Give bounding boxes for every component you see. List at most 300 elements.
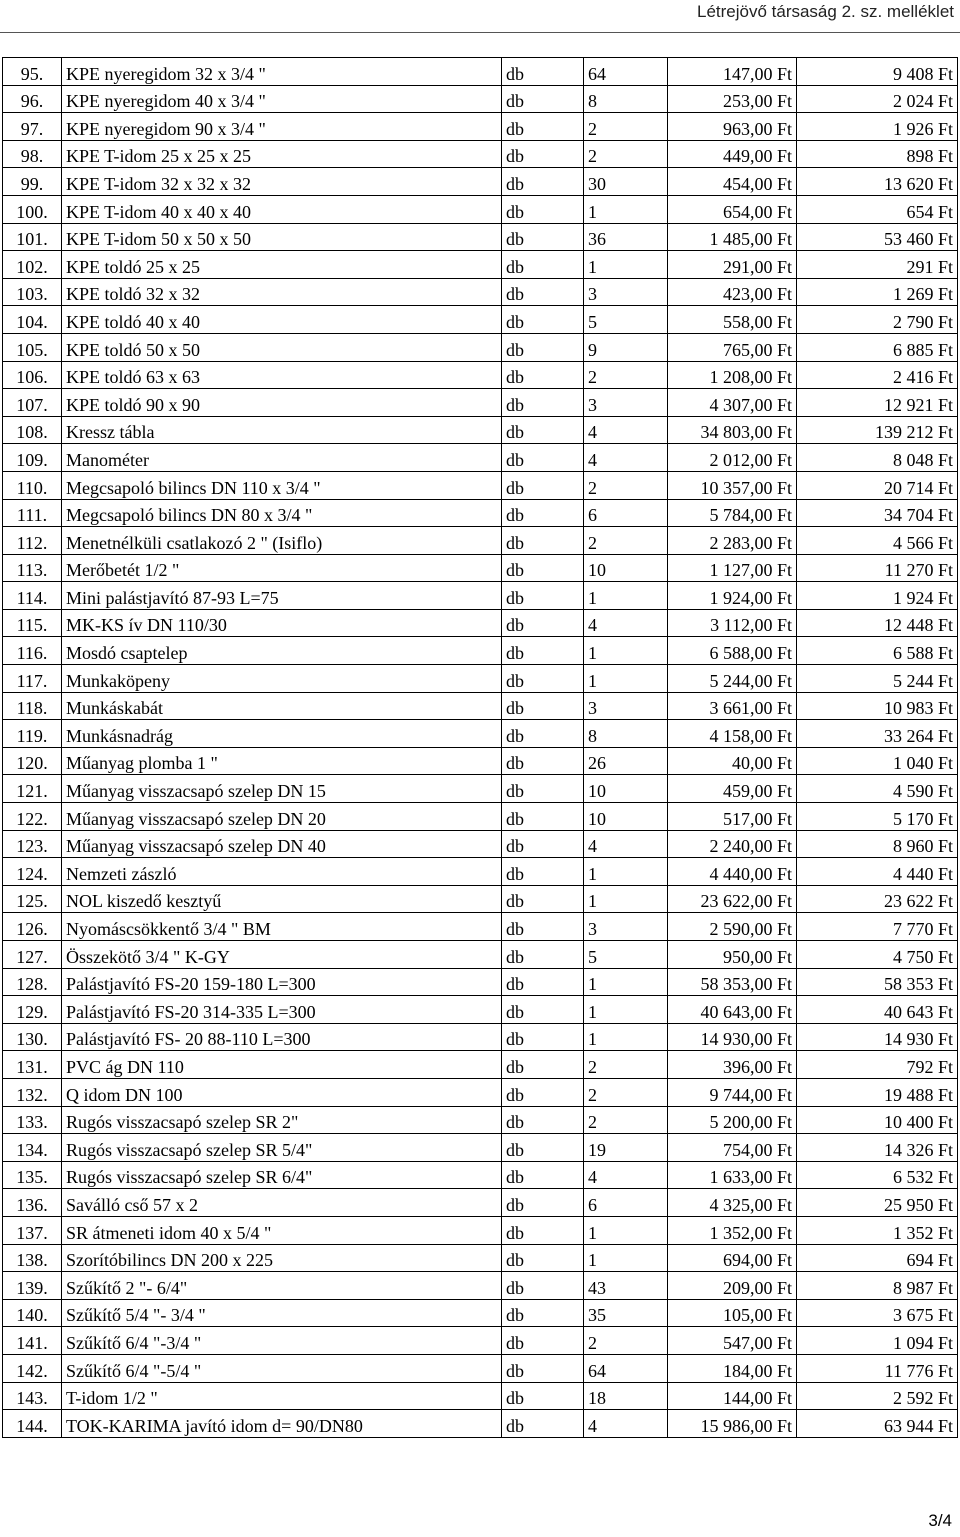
item-number: 143. bbox=[3, 1382, 62, 1410]
item-unit-price: 2 240,00 Ft bbox=[668, 830, 797, 858]
item-unit-price: 963,00 Ft bbox=[668, 113, 797, 141]
item-unit-price: 6 588,00 Ft bbox=[668, 637, 797, 665]
item-quantity: 6 bbox=[584, 1189, 668, 1217]
item-total: 1 269 Ft bbox=[797, 278, 958, 306]
table-row bbox=[3, 1272, 958, 1300]
table-row bbox=[3, 444, 958, 472]
item-quantity: 4 bbox=[584, 444, 668, 472]
item-unit-price: 1 208,00 Ft bbox=[668, 361, 797, 389]
item-unit: db bbox=[502, 803, 584, 831]
item-unit: db bbox=[502, 1078, 584, 1106]
table-row bbox=[3, 1327, 958, 1355]
item-number: 126. bbox=[3, 913, 62, 941]
item-name: KPE T-idom 50 x 50 x 50 bbox=[62, 223, 502, 251]
item-quantity: 1 bbox=[584, 885, 668, 913]
item-unit: db bbox=[502, 885, 584, 913]
item-unit-price: 5 200,00 Ft bbox=[668, 1106, 797, 1134]
item-name: KPE nyeregidom 32 x 3/4 " bbox=[62, 58, 502, 86]
item-total: 6 532 Ft bbox=[797, 1161, 958, 1189]
table-row bbox=[3, 996, 958, 1024]
item-name: SR átmeneti idom 40 x 5/4 " bbox=[62, 1216, 502, 1244]
item-unit: db bbox=[502, 223, 584, 251]
item-total: 6 588 Ft bbox=[797, 637, 958, 665]
table-row bbox=[3, 637, 958, 665]
item-total: 7 770 Ft bbox=[797, 913, 958, 941]
item-total: 19 488 Ft bbox=[797, 1078, 958, 1106]
item-number: 137. bbox=[3, 1216, 62, 1244]
item-number: 129. bbox=[3, 996, 62, 1024]
item-number: 134. bbox=[3, 1134, 62, 1162]
item-unit: db bbox=[502, 1189, 584, 1217]
table-row bbox=[3, 389, 958, 417]
item-quantity: 2 bbox=[584, 1106, 668, 1134]
item-number: 118. bbox=[3, 692, 62, 720]
item-name: Szűkítő 6/4 "-5/4 " bbox=[62, 1354, 502, 1382]
item-unit: db bbox=[502, 858, 584, 886]
item-quantity: 2 bbox=[584, 1078, 668, 1106]
item-total: 12 448 Ft bbox=[797, 609, 958, 637]
item-number: 112. bbox=[3, 527, 62, 555]
item-unit-price: 2 012,00 Ft bbox=[668, 444, 797, 472]
table-row bbox=[3, 471, 958, 499]
item-unit-price: 517,00 Ft bbox=[668, 803, 797, 831]
table-row bbox=[3, 85, 958, 113]
item-name: TOK-KARIMA javító idom d= 90/DN80 bbox=[62, 1410, 502, 1438]
item-number: 101. bbox=[3, 223, 62, 251]
item-quantity: 8 bbox=[584, 720, 668, 748]
item-unit-price: 765,00 Ft bbox=[668, 333, 797, 361]
item-name: MK-KS ív DN 110/30 bbox=[62, 609, 502, 637]
item-quantity: 4 bbox=[584, 416, 668, 444]
item-unit: db bbox=[502, 637, 584, 665]
item-unit: db bbox=[502, 1354, 584, 1382]
item-number: 95. bbox=[3, 58, 62, 86]
item-total: 6 885 Ft bbox=[797, 333, 958, 361]
item-total: 1 926 Ft bbox=[797, 113, 958, 141]
item-name: Munkáskabát bbox=[62, 692, 502, 720]
item-number: 125. bbox=[3, 885, 62, 913]
item-number: 103. bbox=[3, 278, 62, 306]
item-number: 133. bbox=[3, 1106, 62, 1134]
item-number: 109. bbox=[3, 444, 62, 472]
item-unit: db bbox=[502, 527, 584, 555]
item-name: Merőbetét 1/2 " bbox=[62, 554, 502, 582]
item-unit: db bbox=[502, 830, 584, 858]
item-name: KPE nyeregidom 40 x 3/4 " bbox=[62, 85, 502, 113]
item-quantity: 10 bbox=[584, 803, 668, 831]
item-unit: db bbox=[502, 720, 584, 748]
item-total: 4 440 Ft bbox=[797, 858, 958, 886]
item-total: 8 987 Ft bbox=[797, 1272, 958, 1300]
item-name: Munkaköpeny bbox=[62, 665, 502, 693]
item-quantity: 2 bbox=[584, 140, 668, 168]
table-row bbox=[3, 168, 958, 196]
item-total: 11 270 Ft bbox=[797, 554, 958, 582]
table-row bbox=[3, 1216, 958, 1244]
item-unit-price: 4 325,00 Ft bbox=[668, 1189, 797, 1217]
item-name: Mosdó csaptelep bbox=[62, 637, 502, 665]
table-row bbox=[3, 775, 958, 803]
item-unit: db bbox=[502, 1106, 584, 1134]
item-total: 58 353 Ft bbox=[797, 968, 958, 996]
table-row bbox=[3, 1161, 958, 1189]
item-unit: db bbox=[502, 195, 584, 223]
item-unit: db bbox=[502, 582, 584, 610]
item-total: 3 675 Ft bbox=[797, 1299, 958, 1327]
table-row bbox=[3, 1189, 958, 1217]
item-quantity: 1 bbox=[584, 1216, 668, 1244]
item-quantity: 1 bbox=[584, 968, 668, 996]
item-number: 96. bbox=[3, 85, 62, 113]
item-name: Szűkítő 6/4 "-3/4 " bbox=[62, 1327, 502, 1355]
item-unit: db bbox=[502, 554, 584, 582]
table-row bbox=[3, 885, 958, 913]
item-name: PVC ág DN 110 bbox=[62, 1051, 502, 1079]
item-unit: db bbox=[502, 1272, 584, 1300]
item-quantity: 18 bbox=[584, 1382, 668, 1410]
item-number: 100. bbox=[3, 195, 62, 223]
item-number: 119. bbox=[3, 720, 62, 748]
table-row bbox=[3, 361, 958, 389]
item-unit: db bbox=[502, 941, 584, 969]
table-row bbox=[3, 747, 958, 775]
item-number: 106. bbox=[3, 361, 62, 389]
item-unit-price: 40,00 Ft bbox=[668, 747, 797, 775]
item-name: Palástjavító FS-20 159-180 L=300 bbox=[62, 968, 502, 996]
item-quantity: 26 bbox=[584, 747, 668, 775]
item-number: 132. bbox=[3, 1078, 62, 1106]
item-quantity: 30 bbox=[584, 168, 668, 196]
item-unit: db bbox=[502, 333, 584, 361]
item-name: Rugós visszacsapó szelep SR 6/4" bbox=[62, 1161, 502, 1189]
item-quantity: 3 bbox=[584, 913, 668, 941]
item-number: 105. bbox=[3, 333, 62, 361]
item-number: 117. bbox=[3, 665, 62, 693]
item-total: 53 460 Ft bbox=[797, 223, 958, 251]
item-name: Q idom DN 100 bbox=[62, 1078, 502, 1106]
item-unit: db bbox=[502, 140, 584, 168]
item-unit: db bbox=[502, 665, 584, 693]
item-unit-price: 558,00 Ft bbox=[668, 306, 797, 334]
item-unit: db bbox=[502, 444, 584, 472]
item-unit-price: 144,00 Ft bbox=[668, 1382, 797, 1410]
item-unit-price: 1 924,00 Ft bbox=[668, 582, 797, 610]
table-row bbox=[3, 416, 958, 444]
item-quantity: 1 bbox=[584, 251, 668, 279]
item-total: 1 094 Ft bbox=[797, 1327, 958, 1355]
item-quantity: 4 bbox=[584, 609, 668, 637]
table-row bbox=[3, 223, 958, 251]
item-unit-price: 291,00 Ft bbox=[668, 251, 797, 279]
item-total: 34 704 Ft bbox=[797, 499, 958, 527]
item-total: 10 400 Ft bbox=[797, 1106, 958, 1134]
item-total: 13 620 Ft bbox=[797, 168, 958, 196]
item-quantity: 2 bbox=[584, 1327, 668, 1355]
item-total: 10 983 Ft bbox=[797, 692, 958, 720]
item-quantity: 6 bbox=[584, 499, 668, 527]
item-unit-price: 754,00 Ft bbox=[668, 1134, 797, 1162]
item-total: 4 750 Ft bbox=[797, 941, 958, 969]
item-unit: db bbox=[502, 609, 584, 637]
item-quantity: 1 bbox=[584, 195, 668, 223]
item-unit-price: 1 127,00 Ft bbox=[668, 554, 797, 582]
item-total: 20 714 Ft bbox=[797, 471, 958, 499]
item-name: Megcsapoló bilincs DN 110 x 3/4 " bbox=[62, 471, 502, 499]
table-row bbox=[3, 278, 958, 306]
table-row bbox=[3, 858, 958, 886]
item-quantity: 35 bbox=[584, 1299, 668, 1327]
item-number: 99. bbox=[3, 168, 62, 196]
item-name: KPE T-idom 32 x 32 x 32 bbox=[62, 168, 502, 196]
item-total: 9 408 Ft bbox=[797, 58, 958, 86]
item-name: KPE toldó 63 x 63 bbox=[62, 361, 502, 389]
table-row bbox=[3, 1244, 958, 1272]
item-number: 138. bbox=[3, 1244, 62, 1272]
item-total: 898 Ft bbox=[797, 140, 958, 168]
item-number: 110. bbox=[3, 471, 62, 499]
table-row bbox=[3, 58, 958, 86]
item-quantity: 64 bbox=[584, 58, 668, 86]
item-total: 291 Ft bbox=[797, 251, 958, 279]
item-total: 4 566 Ft bbox=[797, 527, 958, 555]
table-row bbox=[3, 1382, 958, 1410]
item-number: 128. bbox=[3, 968, 62, 996]
item-number: 127. bbox=[3, 941, 62, 969]
table-row bbox=[3, 1078, 958, 1106]
item-unit: db bbox=[502, 1216, 584, 1244]
item-unit-price: 9 744,00 Ft bbox=[668, 1078, 797, 1106]
item-number: 141. bbox=[3, 1327, 62, 1355]
item-total: 11 776 Ft bbox=[797, 1354, 958, 1382]
table-row bbox=[3, 1354, 958, 1382]
item-unit-price: 10 357,00 Ft bbox=[668, 471, 797, 499]
item-number: 130. bbox=[3, 1023, 62, 1051]
item-quantity: 1 bbox=[584, 1023, 668, 1051]
table-row bbox=[3, 582, 958, 610]
item-quantity: 1 bbox=[584, 996, 668, 1024]
item-total: 8 960 Ft bbox=[797, 830, 958, 858]
item-total: 12 921 Ft bbox=[797, 389, 958, 417]
item-unit-price: 58 353,00 Ft bbox=[668, 968, 797, 996]
item-unit-price: 4 440,00 Ft bbox=[668, 858, 797, 886]
items-table bbox=[2, 57, 958, 1438]
page-number: 3/4 bbox=[928, 1511, 952, 1530]
item-name: Műanyag visszacsapó szelep DN 40 bbox=[62, 830, 502, 858]
item-name: Saválló cső 57 x 2 bbox=[62, 1189, 502, 1217]
item-number: 139. bbox=[3, 1272, 62, 1300]
item-total: 1 352 Ft bbox=[797, 1216, 958, 1244]
item-name: Műanyag plomba 1 " bbox=[62, 747, 502, 775]
item-number: 122. bbox=[3, 803, 62, 831]
item-name: Szűkítő 2 "- 6/4" bbox=[62, 1272, 502, 1300]
item-name: KPE toldó 25 x 25 bbox=[62, 251, 502, 279]
table-row bbox=[3, 251, 958, 279]
item-quantity: 2 bbox=[584, 1051, 668, 1079]
item-name: Palástjavító FS- 20 88-110 L=300 bbox=[62, 1023, 502, 1051]
item-quantity: 2 bbox=[584, 361, 668, 389]
table-row bbox=[3, 1134, 958, 1162]
table-row bbox=[3, 803, 958, 831]
item-unit-price: 454,00 Ft bbox=[668, 168, 797, 196]
item-total: 40 643 Ft bbox=[797, 996, 958, 1024]
item-total: 63 944 Ft bbox=[797, 1410, 958, 1438]
document-header: Létrejövő társaság 2. sz. melléklet bbox=[696, 2, 954, 21]
item-unit-price: 34 803,00 Ft bbox=[668, 416, 797, 444]
item-total: 14 930 Ft bbox=[797, 1023, 958, 1051]
item-name: Kressz tábla bbox=[62, 416, 502, 444]
item-number: 140. bbox=[3, 1299, 62, 1327]
item-number: 115. bbox=[3, 609, 62, 637]
item-total: 792 Ft bbox=[797, 1051, 958, 1079]
item-unit-price: 1 633,00 Ft bbox=[668, 1161, 797, 1189]
header-divider bbox=[0, 32, 960, 33]
items-table-body bbox=[3, 58, 958, 1438]
item-quantity: 4 bbox=[584, 1161, 668, 1189]
item-unit-price: 2 283,00 Ft bbox=[668, 527, 797, 555]
item-name: Szűkítő 5/4 "- 3/4 " bbox=[62, 1299, 502, 1327]
item-quantity: 1 bbox=[584, 665, 668, 693]
item-quantity: 36 bbox=[584, 223, 668, 251]
table-row bbox=[3, 1023, 958, 1051]
item-unit: db bbox=[502, 471, 584, 499]
item-quantity: 1 bbox=[584, 1244, 668, 1272]
item-unit: db bbox=[502, 389, 584, 417]
item-unit: db bbox=[502, 416, 584, 444]
table-row bbox=[3, 1051, 958, 1079]
item-name: Rugós visszacsapó szelep SR 2" bbox=[62, 1106, 502, 1134]
item-unit-price: 1 352,00 Ft bbox=[668, 1216, 797, 1244]
item-name: Munkásnadrág bbox=[62, 720, 502, 748]
item-total: 2 790 Ft bbox=[797, 306, 958, 334]
item-unit-price: 423,00 Ft bbox=[668, 278, 797, 306]
item-total: 33 264 Ft bbox=[797, 720, 958, 748]
item-name: Szorítóbilincs DN 200 x 225 bbox=[62, 1244, 502, 1272]
item-quantity: 1 bbox=[584, 858, 668, 886]
table-row bbox=[3, 913, 958, 941]
item-number: 123. bbox=[3, 830, 62, 858]
item-name: Nyomáscsökkentő 3/4 " BM bbox=[62, 913, 502, 941]
item-name: Mini palástjavító 87-93 L=75 bbox=[62, 582, 502, 610]
item-name: KPE toldó 40 x 40 bbox=[62, 306, 502, 334]
item-unit: db bbox=[502, 1161, 584, 1189]
item-quantity: 4 bbox=[584, 1410, 668, 1438]
table-row bbox=[3, 609, 958, 637]
item-unit-price: 3 112,00 Ft bbox=[668, 609, 797, 637]
item-total: 4 590 Ft bbox=[797, 775, 958, 803]
item-number: 135. bbox=[3, 1161, 62, 1189]
item-quantity: 64 bbox=[584, 1354, 668, 1382]
item-unit: db bbox=[502, 1134, 584, 1162]
item-number: 120. bbox=[3, 747, 62, 775]
table-row bbox=[3, 527, 958, 555]
item-name: Megcsapoló bilincs DN 80 x 3/4 " bbox=[62, 499, 502, 527]
item-unit: db bbox=[502, 913, 584, 941]
item-quantity: 2 bbox=[584, 113, 668, 141]
item-unit-price: 5 784,00 Ft bbox=[668, 499, 797, 527]
item-unit-price: 23 622,00 Ft bbox=[668, 885, 797, 913]
item-name: NOL kiszedő kesztyű bbox=[62, 885, 502, 913]
item-unit: db bbox=[502, 168, 584, 196]
table-row bbox=[3, 968, 958, 996]
item-quantity: 2 bbox=[584, 527, 668, 555]
item-unit: db bbox=[502, 1051, 584, 1079]
item-quantity: 2 bbox=[584, 471, 668, 499]
item-number: 121. bbox=[3, 775, 62, 803]
item-number: 108. bbox=[3, 416, 62, 444]
item-unit: db bbox=[502, 1244, 584, 1272]
item-number: 107. bbox=[3, 389, 62, 417]
item-unit-price: 396,00 Ft bbox=[668, 1051, 797, 1079]
item-unit-price: 15 986,00 Ft bbox=[668, 1410, 797, 1438]
item-name: Palástjavító FS-20 314-335 L=300 bbox=[62, 996, 502, 1024]
item-name: KPE T-idom 40 x 40 x 40 bbox=[62, 195, 502, 223]
item-unit: db bbox=[502, 775, 584, 803]
item-number: 144. bbox=[3, 1410, 62, 1438]
item-total: 2 024 Ft bbox=[797, 85, 958, 113]
item-unit-price: 1 485,00 Ft bbox=[668, 223, 797, 251]
item-total: 25 950 Ft bbox=[797, 1189, 958, 1217]
item-total: 139 212 Ft bbox=[797, 416, 958, 444]
item-unit: db bbox=[502, 306, 584, 334]
item-name: KPE toldó 90 x 90 bbox=[62, 389, 502, 417]
table-row bbox=[3, 140, 958, 168]
item-unit: db bbox=[502, 1382, 584, 1410]
item-unit: db bbox=[502, 499, 584, 527]
item-name: Menetnélküli csatlakozó 2 " (Isiflo) bbox=[62, 527, 502, 555]
item-name: Rugós visszacsapó szelep SR 5/4" bbox=[62, 1134, 502, 1162]
item-unit-price: 449,00 Ft bbox=[668, 140, 797, 168]
item-unit: db bbox=[502, 113, 584, 141]
item-quantity: 19 bbox=[584, 1134, 668, 1162]
item-unit: db bbox=[502, 85, 584, 113]
item-unit: db bbox=[502, 996, 584, 1024]
item-name: Műanyag visszacsapó szelep DN 15 bbox=[62, 775, 502, 803]
item-number: 136. bbox=[3, 1189, 62, 1217]
item-total: 1 924 Ft bbox=[797, 582, 958, 610]
table-row bbox=[3, 1299, 958, 1327]
item-name: Manométer bbox=[62, 444, 502, 472]
item-quantity: 8 bbox=[584, 85, 668, 113]
item-name: KPE T-idom 25 x 25 x 25 bbox=[62, 140, 502, 168]
item-unit-price: 209,00 Ft bbox=[668, 1272, 797, 1300]
item-quantity: 5 bbox=[584, 306, 668, 334]
item-name: KPE toldó 50 x 50 bbox=[62, 333, 502, 361]
item-unit-price: 14 930,00 Ft bbox=[668, 1023, 797, 1051]
item-unit-price: 105,00 Ft bbox=[668, 1299, 797, 1327]
item-quantity: 10 bbox=[584, 775, 668, 803]
table-row bbox=[3, 113, 958, 141]
table-row bbox=[3, 195, 958, 223]
table-row bbox=[3, 554, 958, 582]
item-quantity: 10 bbox=[584, 554, 668, 582]
item-total: 694 Ft bbox=[797, 1244, 958, 1272]
item-unit-price: 950,00 Ft bbox=[668, 941, 797, 969]
item-unit-price: 459,00 Ft bbox=[668, 775, 797, 803]
item-unit: db bbox=[502, 278, 584, 306]
table-row bbox=[3, 499, 958, 527]
item-number: 104. bbox=[3, 306, 62, 334]
item-quantity: 5 bbox=[584, 941, 668, 969]
item-unit-price: 3 661,00 Ft bbox=[668, 692, 797, 720]
table-row bbox=[3, 306, 958, 334]
table-row bbox=[3, 333, 958, 361]
item-unit: db bbox=[502, 1410, 584, 1438]
item-number: 113. bbox=[3, 554, 62, 582]
item-unit-price: 147,00 Ft bbox=[668, 58, 797, 86]
item-unit-price: 184,00 Ft bbox=[668, 1354, 797, 1382]
item-total: 1 040 Ft bbox=[797, 747, 958, 775]
item-number: 131. bbox=[3, 1051, 62, 1079]
